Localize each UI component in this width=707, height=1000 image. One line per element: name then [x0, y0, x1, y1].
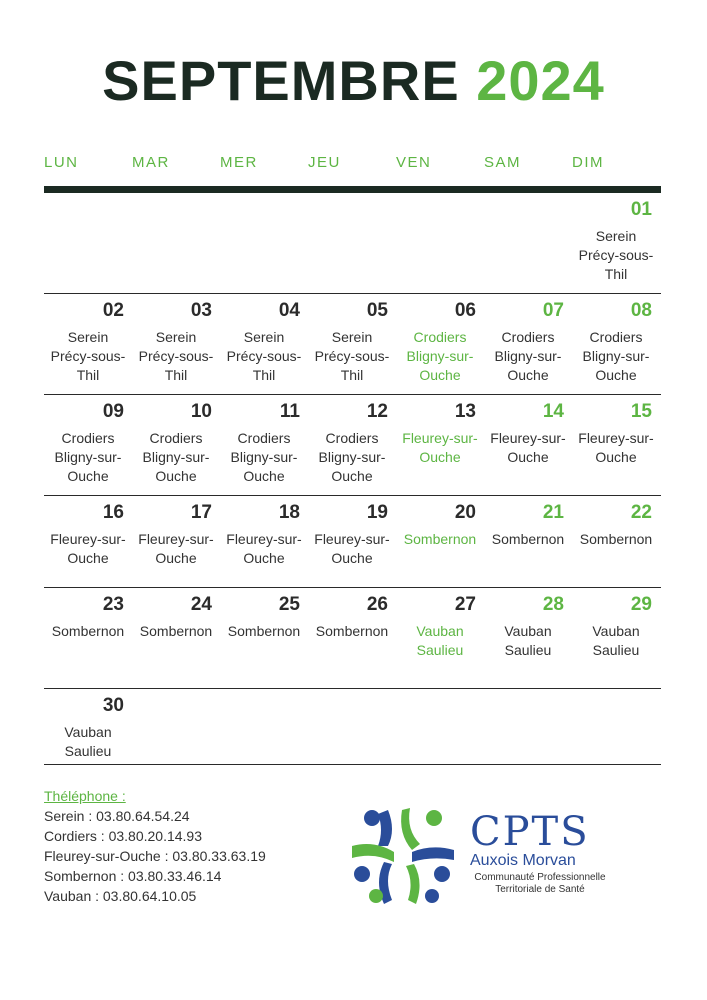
- day-location: [480, 429, 576, 467]
- day-location: [128, 429, 224, 486]
- day-location-line: Ouche: [67, 468, 109, 484]
- calendar-day: [44, 496, 132, 588]
- week-divider: [44, 764, 661, 765]
- day-location-line: Thil: [604, 266, 628, 282]
- day-location-line: Fleurey-sur-: [226, 531, 302, 547]
- day-number: 29: [630, 594, 652, 615]
- day-number: 26: [366, 594, 388, 615]
- calendar-day: [308, 496, 396, 588]
- day-number: 04: [278, 300, 300, 321]
- calendar-day: [308, 294, 396, 395]
- day-location: [568, 328, 664, 385]
- day-location: [40, 622, 136, 641]
- day-location-line: Fleurey-sur-: [138, 531, 214, 547]
- day-number: 18: [278, 502, 300, 523]
- day-location-line: Sombernon: [139, 623, 213, 639]
- day-location: [304, 429, 400, 486]
- weekday-header: [44, 154, 661, 174]
- contact-list: [44, 786, 344, 906]
- title-month: SEPTEMBRE: [102, 49, 460, 112]
- calendar-day: [308, 395, 396, 496]
- calendar-day: [484, 588, 572, 689]
- day-location: [216, 328, 312, 385]
- day-location-line: Bligny-sur-: [582, 348, 650, 364]
- day-location-line: Thil: [164, 367, 188, 383]
- page-title: [0, 50, 707, 112]
- day-location-line: Thil: [252, 367, 276, 383]
- day-location-line: Crodiers: [589, 329, 643, 345]
- calendar-week: [44, 588, 661, 689]
- day-location-line: Thil: [340, 367, 364, 383]
- day-location-line: Bligny-sur-: [318, 449, 386, 465]
- day-location-line: Ouche: [67, 550, 109, 566]
- day-location-line: Saulieu: [592, 642, 640, 658]
- weekday-mer: MER: [220, 154, 258, 171]
- header-divider: [44, 186, 661, 193]
- day-location-line: Serein: [595, 228, 637, 244]
- day-location-line: Bligny-sur-: [406, 348, 474, 364]
- day-number: 20: [454, 502, 476, 523]
- day-location: [128, 328, 224, 385]
- day-number: 30: [102, 695, 124, 716]
- calendar-day: [396, 496, 484, 588]
- day-location: [392, 328, 488, 385]
- day-location-line: Sombernon: [403, 531, 477, 547]
- calendar-day: [484, 395, 572, 496]
- day-location: [392, 429, 488, 467]
- day-number: 15: [630, 401, 652, 422]
- day-location: [568, 622, 664, 660]
- day-number: 24: [190, 594, 212, 615]
- contact-serein: Serein : 03.80.64.54.24: [44, 808, 190, 824]
- day-location-line: Ouche: [155, 550, 197, 566]
- day-number: 07: [542, 300, 564, 321]
- weekday-ven: VEN: [396, 154, 432, 171]
- calendar-day: [132, 294, 220, 395]
- calendar-day: [484, 294, 572, 395]
- day-location-line: Ouche: [595, 367, 637, 383]
- day-number: 06: [454, 300, 476, 321]
- day-number: 17: [190, 502, 212, 523]
- day-location-line: Sombernon: [227, 623, 301, 639]
- cpts-logo-icon: [348, 800, 458, 910]
- weekday-lun: LUN: [44, 154, 79, 171]
- weekday-mar: MAR: [132, 154, 170, 171]
- calendar-day: [220, 395, 308, 496]
- day-location-line: Serein: [243, 329, 285, 345]
- day-number: 01: [630, 199, 652, 220]
- day-number: 25: [278, 594, 300, 615]
- calendar-week: [44, 395, 661, 496]
- day-location: [480, 328, 576, 385]
- day-number: 19: [366, 502, 388, 523]
- day-location: [304, 622, 400, 641]
- day-location-line: Vauban: [592, 623, 640, 639]
- day-location-line: Ouche: [243, 550, 285, 566]
- calendar-day: [44, 294, 132, 395]
- day-location-line: Ouche: [331, 468, 373, 484]
- day-location-line: Crodiers: [237, 430, 291, 446]
- day-location-line: Saulieu: [64, 743, 112, 759]
- calendar-week: [44, 294, 661, 395]
- day-location-line: Thil: [76, 367, 100, 383]
- day-location-line: Fleurey-sur-: [314, 531, 390, 547]
- day-location: [128, 622, 224, 641]
- day-location-line: Ouche: [243, 468, 285, 484]
- day-location-line: Crodiers: [413, 329, 467, 345]
- day-number: 08: [630, 300, 652, 321]
- calendar-day: [308, 588, 396, 689]
- calendar-day: [572, 496, 660, 588]
- logo-name: CPTS: [470, 809, 590, 855]
- day-location-line: Crodiers: [501, 329, 555, 345]
- day-number: 12: [366, 401, 388, 422]
- day-location: [216, 429, 312, 486]
- calendar-day: [220, 496, 308, 588]
- calendar-day: [44, 588, 132, 689]
- logo-text: [470, 809, 630, 896]
- calendar-day: [572, 294, 660, 395]
- calendar-day: [396, 395, 484, 496]
- calendar-week: [44, 496, 661, 588]
- day-location: [216, 622, 312, 641]
- logo-description-line1: Communauté Professionnelle: [474, 872, 606, 883]
- day-location-line: Crodiers: [149, 430, 203, 446]
- day-location-line: Précy-sous-: [226, 348, 302, 364]
- day-location-line: Sombernon: [579, 531, 653, 547]
- logo-description-line2: Territoriale de Santé: [495, 884, 585, 895]
- day-location-line: Fleurey-sur-: [50, 531, 126, 547]
- calendar-day: [484, 496, 572, 588]
- day-location: [568, 530, 664, 549]
- weekday-dim: DIM: [572, 154, 604, 171]
- calendar-day: [132, 496, 220, 588]
- day-location-line: Serein: [155, 329, 197, 345]
- calendar-day: [396, 588, 484, 689]
- day-number: 27: [454, 594, 476, 615]
- calendar-day: [132, 395, 220, 496]
- contact-vauban: Vauban : 03.80.64.10.05: [44, 888, 197, 904]
- day-location-line: Fleurey-sur-: [402, 430, 478, 446]
- day-location: [480, 622, 576, 660]
- day-number: 02: [102, 300, 124, 321]
- day-location-line: Précy-sous-: [138, 348, 214, 364]
- day-number: 09: [102, 401, 124, 422]
- calendar-grid: [44, 193, 661, 765]
- day-location-line: Bligny-sur-: [54, 449, 122, 465]
- day-location-line: Sombernon: [491, 531, 565, 547]
- day-location-line: Crodiers: [61, 430, 115, 446]
- day-location-line: Bligny-sur-: [494, 348, 562, 364]
- day-number: 14: [542, 401, 564, 422]
- day-number: 28: [542, 594, 564, 615]
- day-location-line: Ouche: [419, 449, 461, 465]
- day-location: [568, 429, 664, 467]
- logo-description: [470, 872, 610, 896]
- contacts-title: Théléphone :: [44, 788, 126, 804]
- day-location: [392, 530, 488, 549]
- calendar-day: [44, 689, 132, 765]
- logo-subtitle: Auxois Morvan: [470, 852, 576, 869]
- day-location-line: Ouche: [507, 449, 549, 465]
- day-number: 03: [190, 300, 212, 321]
- day-number: 10: [190, 401, 212, 422]
- day-location: [480, 530, 576, 549]
- day-location-line: Précy-sous-: [50, 348, 126, 364]
- day-location-line: Ouche: [155, 468, 197, 484]
- calendar-day: [220, 294, 308, 395]
- day-location-line: Sombernon: [51, 623, 125, 639]
- day-location-line: Fleurey-sur-: [578, 430, 654, 446]
- calendar-day: [44, 395, 132, 496]
- day-location-line: Sombernon: [315, 623, 389, 639]
- day-number: 05: [366, 300, 388, 321]
- day-location-line: Serein: [67, 329, 109, 345]
- calendar-day: [572, 193, 660, 294]
- calendar-day: [572, 588, 660, 689]
- calendar-week: [44, 193, 661, 294]
- day-location: [392, 622, 488, 660]
- day-number: 11: [279, 401, 300, 422]
- day-location-line: Saulieu: [504, 642, 552, 658]
- day-location-line: Précy-sous-: [578, 247, 654, 263]
- day-number: 13: [454, 401, 476, 422]
- day-number: 23: [102, 594, 124, 615]
- day-location-line: Vauban: [504, 623, 552, 639]
- day-location-line: Ouche: [419, 367, 461, 383]
- calendar-day: [396, 294, 484, 395]
- contact-cordiers: Cordiers : 03.80.20.14.93: [44, 828, 202, 844]
- day-location-line: Vauban: [64, 724, 112, 740]
- day-location-line: Saulieu: [416, 642, 464, 658]
- day-location-line: Ouche: [331, 550, 373, 566]
- day-number: 16: [102, 502, 124, 523]
- day-location-line: Crodiers: [325, 430, 379, 446]
- day-location: [216, 530, 312, 568]
- day-location-line: Précy-sous-: [314, 348, 390, 364]
- day-location-line: Bligny-sur-: [230, 449, 298, 465]
- title-year: 2024: [476, 49, 605, 112]
- contact-sombernon: Sombernon : 03.80.33.46.14: [44, 868, 222, 884]
- day-location: [40, 723, 136, 761]
- calendar-day: [220, 588, 308, 689]
- day-location: [568, 227, 664, 284]
- day-location-line: Ouche: [595, 449, 637, 465]
- day-location-line: Serein: [331, 329, 373, 345]
- day-location-line: Fleurey-sur-: [490, 430, 566, 446]
- day-location: [304, 328, 400, 385]
- day-number: 21: [542, 502, 564, 523]
- calendar-day: [132, 588, 220, 689]
- day-location-line: Bligny-sur-: [142, 449, 210, 465]
- day-location: [40, 328, 136, 385]
- cpts-logo: [348, 800, 628, 910]
- weekday-jeu: JEU: [308, 154, 341, 171]
- weekday-sam: SAM: [484, 154, 522, 171]
- day-location: [40, 429, 136, 486]
- calendar-day: [572, 395, 660, 496]
- day-location: [304, 530, 400, 568]
- contact-fleurey: Fleurey-sur-Ouche : 03.80.33.63.19: [44, 848, 266, 864]
- day-number: 22: [630, 502, 652, 523]
- day-location: [40, 530, 136, 568]
- calendar-week: [44, 689, 661, 765]
- day-location-line: Ouche: [507, 367, 549, 383]
- day-location: [128, 530, 224, 568]
- day-location-line: Vauban: [416, 623, 464, 639]
